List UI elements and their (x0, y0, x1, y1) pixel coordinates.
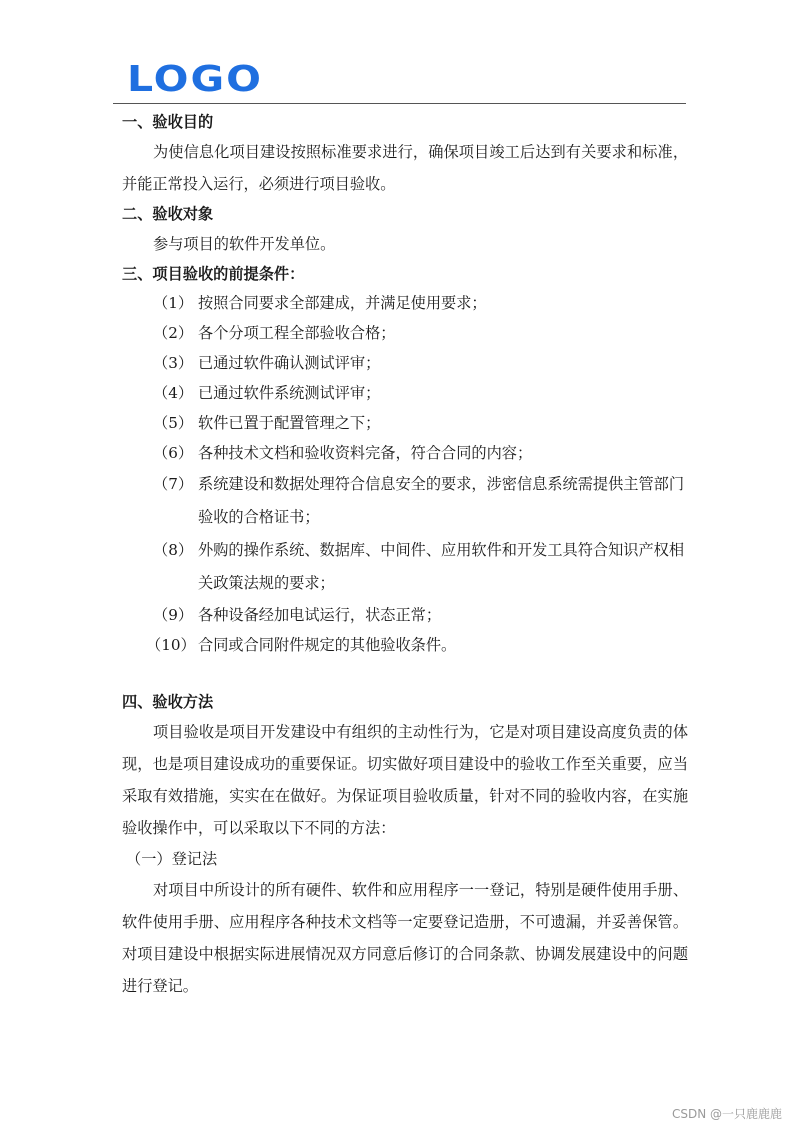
list-item-number: （9） (153, 606, 194, 624)
list-item-text: 已通过软件确认测试评审； (198, 354, 381, 372)
list-item (122, 378, 688, 408)
list-item-text: 按照合同要求全部建成，并满足使用要求； (198, 294, 487, 312)
list-item-number: （6） (153, 444, 194, 462)
list-item-number: （3） (153, 354, 194, 372)
paragraph-object: 参与项目的软件开发单位。 (153, 235, 336, 253)
logo: LOGO (127, 58, 264, 100)
section-heading-methods: 四、验收方法 (122, 693, 214, 711)
list-item-text: 合同或合同附件规定的其他验收条件。 (198, 636, 457, 654)
paragraph-methods: 项目验收是项目开发建设中有组织的主动性行为，它是对项目建设高度负责的体现，也是项目建设成功的重要保证。切实做好项目建设中的验收工作至关重要，应当采取有效措施，实实在在做好。为保证项目验收质量，针对不同的验收内容，在实施验收操作中，可以采取以下不同的方法： (122, 723, 688, 837)
list-item (122, 348, 688, 378)
list-item (122, 318, 688, 348)
list-item-text: 已通过软件系统测试评审； (198, 384, 381, 402)
subsection-heading-registration: （一）登记法 (126, 850, 218, 868)
section-spacer (122, 660, 688, 688)
section-heading-object: 二、验收对象 (122, 205, 214, 223)
section-heading-prerequisites: 三、项目验收的前提条件： (122, 265, 305, 283)
list-item (122, 288, 688, 318)
list-item (122, 468, 688, 534)
list-item-number: （7） (153, 475, 194, 493)
list-item-number: （5） (153, 414, 194, 432)
list-item (122, 630, 688, 660)
list-item-number: （10） (146, 636, 196, 654)
list-item (122, 408, 688, 438)
list-item-text: 各个分项工程全部验收合格； (198, 324, 396, 342)
list-item-text: 软件已置于配置管理之下； (198, 414, 381, 432)
list-item-text: 外购的操作系统、数据库、中间件、应用软件和开发工具符合知识产权相关政策法规的要求； (198, 541, 684, 592)
list-item-number: （2） (153, 324, 194, 342)
list-item-number: （4） (153, 384, 194, 402)
list-item-number: （1） (153, 294, 194, 312)
section-heading-purpose: 一、验收目的 (122, 113, 214, 131)
list-item-text: 各种设备经加电试运行，状态正常； (198, 606, 441, 624)
paragraph-purpose: 为使信息化项目建设按照标准要求进行，确保项目竣工后达到有关要求和标准，并能正常投入运行，必须进行项目验收。 (122, 143, 688, 193)
header-rule (113, 103, 686, 104)
document-body (122, 108, 688, 1002)
list-item (122, 600, 688, 630)
prerequisite-list (122, 288, 688, 660)
list-item-text: 各种技术文档和验收资料完备，符合合同的内容； (198, 444, 533, 462)
list-item (122, 534, 688, 600)
list-item (122, 438, 688, 468)
list-item-number: （8） (153, 541, 194, 559)
paragraph-registration: 对项目中所设计的所有硬件、软件和应用程序一一登记，特别是硬件使用手册、软件使用手册、应用程序各种技术文档等一定要登记造册，不可遗漏，并妥善保管。对项目建设中根据实际进展情况双方同意后修订的合同条款、协调发展建设中的问题进行登记。 (122, 881, 688, 995)
watermark: CSDN @一只鹿鹿鹿 (671, 1107, 782, 1121)
list-item-text: 系统建设和数据处理符合信息安全的要求，涉密信息系统需提供主管部门验收的合格证书； (198, 475, 684, 526)
